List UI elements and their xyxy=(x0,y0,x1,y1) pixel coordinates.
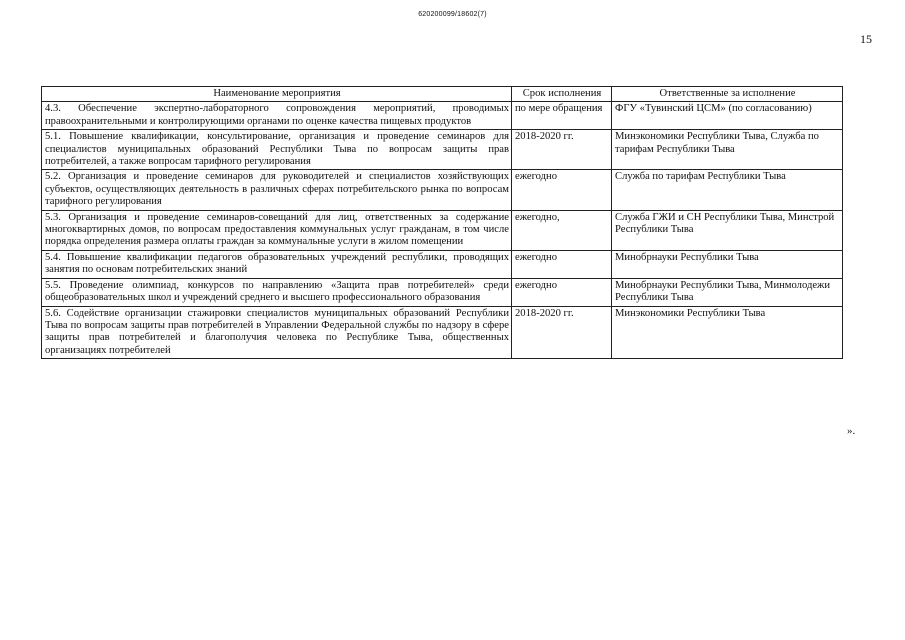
table-row xyxy=(42,278,843,306)
cell-name: 5.4. Повышение квалификации педагогов образовательных учреждений республики, проводящих занятия по основам потребительских знаний xyxy=(42,250,512,278)
column-header-term: Срок исполнения xyxy=(512,87,612,102)
table-row xyxy=(42,250,843,278)
cell-term: 2018-2020 гг. xyxy=(512,306,612,359)
closing-quote-mark: ». xyxy=(847,425,856,437)
cell-term: ежегодно xyxy=(512,250,612,278)
cell-name: 5.2. Организация и проведение семинаров для руководителей и специалистов хозяйствующих субъектов, осуществляющих деятельность в различных сферах потребительского рынка по вопросам тарифного регулирования xyxy=(42,170,512,210)
cell-name: 5.3. Организация и проведение семинаров-совещаний для лиц, ответственных за содержание многоквартирных домов, по вопросам предоставления коммунальных услуг гражданам, в том числе порядка определения размера оплаты граждан за коммунальные услуги в жилом помещении xyxy=(42,210,512,250)
table-header-row xyxy=(42,87,843,102)
page-number: 15 xyxy=(860,32,872,46)
document-id: 620200099/18602(7) xyxy=(418,11,487,18)
cell-name: 5.1. Повышение квалификации, консультирование, организация и проведение семинаров для специалистов муниципальных образований Республики Тыва по вопросам защиты прав потребителей, а также вопросам тарифного регулирования xyxy=(42,130,512,170)
cell-term: 2018-2020 гг. xyxy=(512,130,612,170)
column-header-responsible: Ответственные за исполнение xyxy=(612,87,843,102)
table-row xyxy=(42,210,843,250)
cell-name: 5.5. Проведение олимпиад, конкурсов по направлению «Защита прав потребителей» среди общеобразовательных школ и учреждений среднего и высшего профессионального образования xyxy=(42,278,512,306)
cell-responsible: Минэкономики Республики Тыва xyxy=(612,306,843,359)
cell-responsible: Минэкономики Республики Тыва, Служба по тарифам Республики Тыва xyxy=(612,130,843,170)
cell-term: ежегодно xyxy=(512,170,612,210)
cell-term: ежегодно xyxy=(512,278,612,306)
table-row xyxy=(42,170,843,210)
cell-responsible: Служба по тарифам Республики Тыва xyxy=(612,170,843,210)
cell-name: 4.3. Обеспечение экспертно-лабораторного сопровождения мероприятий, проводимых правоохранительными и контролирующими органами по оценке качества пищевых продуктов xyxy=(42,102,512,130)
table-row xyxy=(42,102,843,130)
cell-name: 5.6. Содействие организации стажировки специалистов муниципальных образований Республики Тыва по вопросам защиты прав потребителей в Управлении Федеральной службы по надзору в сфере защиты прав потребителей и благополучия человека по Республике Тыва, общественных организациях потребителей xyxy=(42,306,512,359)
table-row xyxy=(42,130,843,170)
cell-term: ежегодно, xyxy=(512,210,612,250)
cell-term: по мере обращения xyxy=(512,102,612,130)
cell-responsible: Минобрнауки Республики Тыва xyxy=(612,250,843,278)
cell-responsible: Служба ГЖИ и СН Республики Тыва, Минстрой Республики Тыва xyxy=(612,210,843,250)
column-header-name: Наименование мероприятия xyxy=(42,87,512,102)
cell-responsible: Минобрнауки Республики Тыва, Минмолодежи Республики Тыва xyxy=(612,278,843,306)
cell-responsible: ФГУ «Тувинский ЦСМ» (по согласованию) xyxy=(612,102,843,130)
measures-table xyxy=(41,86,843,359)
table-row xyxy=(42,306,843,359)
